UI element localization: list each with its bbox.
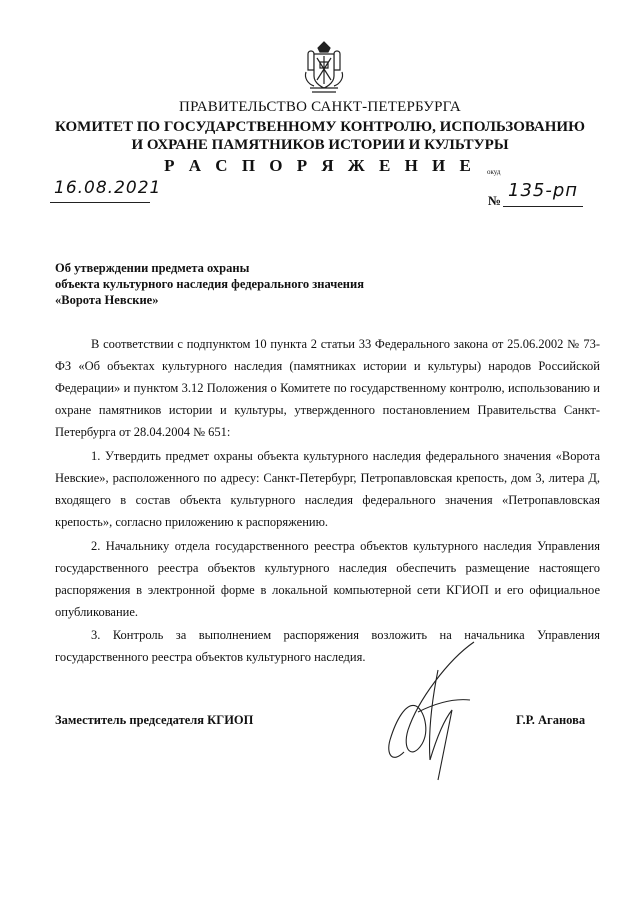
document-date: 16.08.2021 — [54, 178, 162, 198]
coat-of-arms-icon — [300, 40, 348, 94]
document-type: Р А С П О Р Я Ж Е Н И Е — [164, 156, 476, 175]
committee-name — [0, 118, 640, 154]
okud-label: окуд — [487, 168, 501, 176]
committee-line-2: И ОХРАНЕ ПАМЯТНИКОВ ИСТОРИИ И КУЛЬТУРЫ — [131, 137, 509, 153]
number-sign: № — [488, 193, 502, 208]
subject-line-2: объекта культурного наследия федерального значения — [55, 277, 364, 291]
document-number: 135-рп — [508, 180, 579, 201]
number-underline — [503, 206, 583, 207]
preamble-paragraph: В соответствии с подпунктом 10 пункта 2 статьи 33 Федерального закона от 25.06.2002 № 73-ФЗ «Об объектах культурного наследия (памятниках истории и культуры) народов Российской Федерации» и пунктом 3.12 Положения о Комитете по государственному контролю, использованию и охране памятников истории и культуры, утвержденного постановлением Правительства Санкт-Петербурга от 28.04.2004 № 651: — [55, 337, 600, 439]
signatory-name: Г.Р. Агaнова — [516, 713, 586, 727]
government-name: ПРАВИТЕЛЬСТВО САНКТ-ПЕТЕРБУРГА — [179, 99, 461, 115]
committee-line-1: КОМИТЕТ ПО ГОСУДАРСТВЕННОМУ КОНТРОЛЮ, ИСПОЛЬЗОВАНИЮ — [55, 119, 585, 135]
signatory-title: Заместитель председателя КГИОП — [55, 713, 254, 727]
subject-line-1: Об утверждении предмета охраны — [55, 261, 250, 275]
clause-1-paragraph: 1. Утвердить предмет охраны объекта культурного наследия федерального значения «Ворота Невские», расположенного по адресу: Санкт-Петербург, Петропавловская крепость, дом 3, литера Д, входящего в состав объекта культурного наследия федерального значения «Петропавловская крепость», согласно приложению к распоряжению. — [55, 449, 600, 529]
clause-3-paragraph: 3. Контроль за выполнением распоряжения возложить на начальника Управления государственного реестра объектов культурного наследия. — [55, 628, 600, 664]
document-subject — [55, 260, 364, 308]
subject-line-3: «Ворота Невские» — [55, 293, 159, 307]
date-underline — [50, 202, 150, 203]
handwritten-signature-icon — [378, 640, 478, 785]
clause-2-paragraph: 2. Начальнику отдела государственного реестра объектов культурного наследия Управления государственного реестра объектов культурного наследия обеспечить размещение настоящего распоряжения в электронной форме в локальной компьютерной сети КГИОП и его официальное опубликование. — [55, 539, 600, 619]
